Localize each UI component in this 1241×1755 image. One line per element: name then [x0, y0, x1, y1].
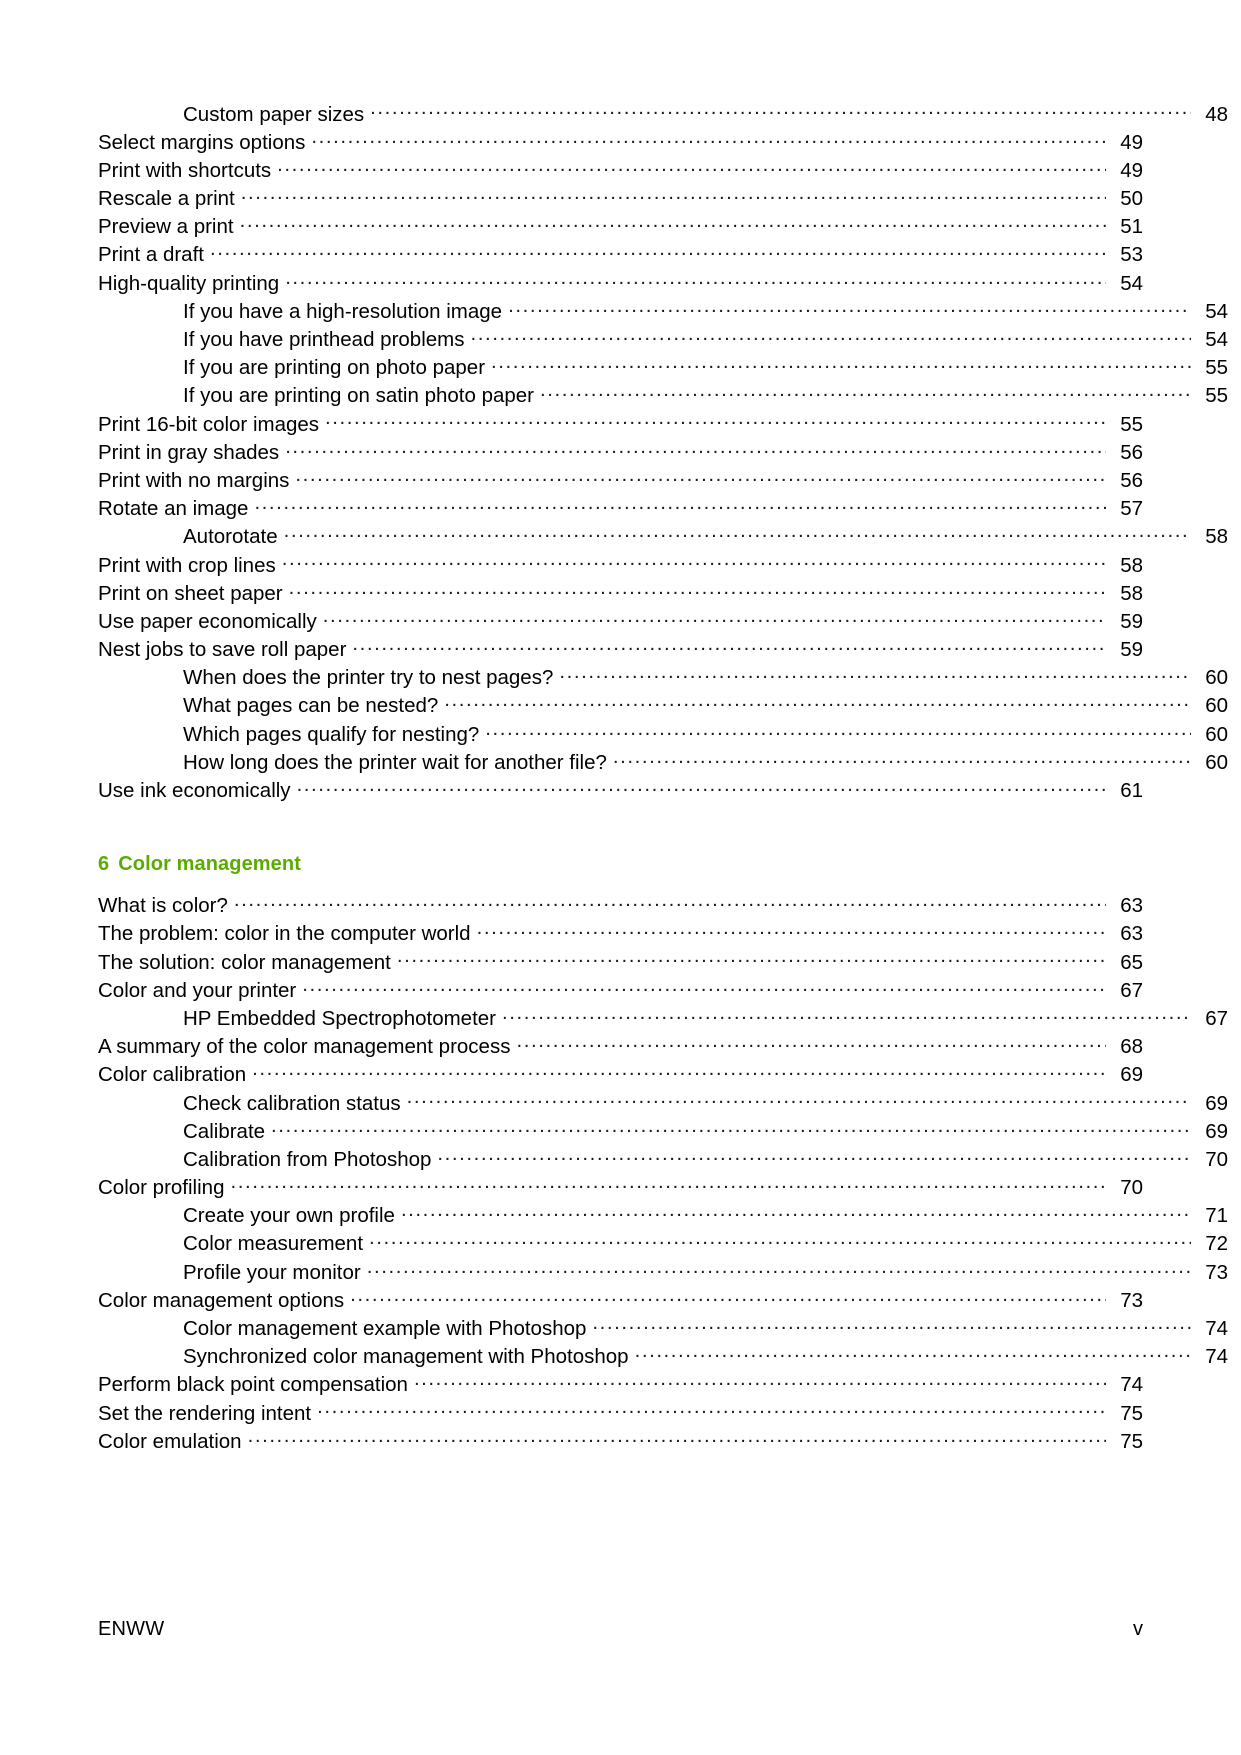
- toc-entry-page-number: 65: [1120, 950, 1143, 974]
- toc-leader-dots: [613, 748, 1191, 769]
- toc-leader-dots: [323, 607, 1106, 628]
- toc-entry-label: Print with shortcuts: [98, 158, 272, 182]
- toc-leader-dots: [635, 1343, 1191, 1364]
- toc-entry-label: Color calibration: [98, 1063, 247, 1087]
- toc-leader-dots: [485, 720, 1191, 741]
- toc-leader-dots: [240, 213, 1106, 234]
- toc-leader-dots: [241, 185, 1106, 206]
- toc-entry[interactable]: [98, 1033, 1143, 1061]
- toc-entry[interactable]: [98, 1371, 1143, 1399]
- toc-leader-dots: [477, 920, 1106, 941]
- toc-leader-dots: [508, 297, 1191, 318]
- toc-entry-page-number: 61: [1120, 779, 1143, 802]
- toc-leader-dots: [210, 241, 1106, 262]
- toc-entry-label: Color and your printer: [98, 978, 297, 1002]
- toc-entry[interactable]: [98, 382, 1228, 410]
- toc-entry-page-number: 63: [1120, 894, 1143, 918]
- toc-entry-label: Color measurement: [183, 1232, 364, 1256]
- toc-leader-dots: [444, 692, 1191, 713]
- toc-entry[interactable]: [98, 1145, 1228, 1173]
- toc-leader-dots: [289, 579, 1106, 600]
- toc-entry-page-number: 56: [1120, 440, 1143, 464]
- toc-entry-label: High-quality printing: [98, 271, 280, 295]
- toc-entry-page-number: 75: [1120, 1401, 1143, 1425]
- toc-entry-page-number: 58: [1205, 525, 1228, 549]
- toc-entry-page-number: 48: [1205, 102, 1228, 126]
- toc-entry-label: How long does the printer wait for another file?: [183, 750, 607, 774]
- toc-leader-dots: [277, 156, 1106, 177]
- toc-entry[interactable]: [98, 1004, 1228, 1032]
- chapter-title: Color management: [118, 852, 301, 875]
- toc-entry-label: Synchronized color management with Photoshop: [183, 1345, 629, 1369]
- toc-entry[interactable]: [98, 495, 1143, 523]
- toc-entry[interactable]: [98, 269, 1143, 297]
- toc-entry-page-number: 67: [1120, 978, 1143, 1002]
- toc-entry[interactable]: [98, 720, 1228, 748]
- toc-entry-label: Use ink economically: [98, 779, 291, 802]
- toc-entry[interactable]: [98, 692, 1228, 720]
- toc-entry-page-number: 69: [1205, 1119, 1228, 1143]
- toc-entry-label: Select margins options: [98, 130, 306, 154]
- toc-entry-page-number: 60: [1205, 694, 1228, 718]
- toc-entry-page-number: 55: [1205, 356, 1228, 380]
- toc-entry-label: Color management example with Photoshop: [183, 1317, 587, 1340]
- toc-content: [98, 100, 1228, 1455]
- toc-entry-page-number: 69: [1120, 1063, 1143, 1087]
- toc-entry-page-number: 75: [1120, 1429, 1143, 1453]
- toc-leader-dots: [311, 128, 1106, 149]
- toc-entry[interactable]: [98, 636, 1143, 664]
- toc-leader-dots: [516, 1033, 1106, 1054]
- toc-entry-label: Profile your monitor: [183, 1260, 361, 1284]
- toc-entry-page-number: 54: [1120, 271, 1143, 295]
- toc-entry-page-number: 73: [1205, 1260, 1228, 1284]
- toc-leader-dots: [248, 1427, 1106, 1448]
- toc-entry-page-number: 74: [1205, 1317, 1228, 1340]
- toc-entry-page-number: 74: [1205, 1345, 1228, 1369]
- toc-entry-label: Autorotate: [183, 525, 278, 549]
- toc-entry-page-number: 56: [1120, 468, 1143, 492]
- toc-entry[interactable]: [98, 920, 1143, 948]
- toc-entry-page-number: 59: [1120, 638, 1143, 662]
- toc-entry-page-number: 69: [1205, 1091, 1228, 1115]
- toc-entry[interactable]: [98, 410, 1143, 438]
- toc-entry-page-number: 70: [1205, 1147, 1228, 1171]
- toc-entry-page-number: 63: [1120, 922, 1143, 946]
- toc-entry-label: What pages can be nested?: [183, 694, 439, 718]
- toc-entry[interactable]: [98, 1343, 1228, 1371]
- footer-left-label: ENWW: [98, 1618, 165, 1640]
- toc-entry-page-number: 54: [1205, 299, 1228, 323]
- toc-entry-page-number: 70: [1120, 1176, 1143, 1200]
- toc-entry-page-number: 58: [1120, 581, 1143, 605]
- toc-entry[interactable]: [98, 551, 1143, 579]
- toc-entry-page-number: 51: [1120, 215, 1143, 239]
- toc-entry-label: A summary of the color management process: [98, 1035, 511, 1059]
- toc-entry[interactable]: [98, 777, 1143, 805]
- toc-entry-page-number: 55: [1120, 412, 1143, 436]
- toc-entry-label: Nest jobs to save roll paper: [98, 638, 347, 662]
- toc-entry-label: The solution: color management: [98, 950, 391, 974]
- toc-entry[interactable]: [98, 1286, 1143, 1314]
- toc-entry-label: Print in gray shades: [98, 440, 280, 464]
- toc-entry-label: Color profiling: [98, 1176, 225, 1200]
- toc-entry-page-number: 53: [1120, 243, 1143, 267]
- toc-entry-label: Rotate an image: [98, 497, 249, 521]
- toc-entry[interactable]: [98, 948, 1143, 976]
- toc-leader-dots: [271, 1117, 1191, 1138]
- toc-entry[interactable]: [98, 128, 1143, 156]
- toc-entry-page-number: 60: [1205, 666, 1228, 690]
- toc-entry-page-number: 49: [1120, 158, 1143, 182]
- toc-leader-dots: [397, 948, 1106, 969]
- toc-entry-page-number: 73: [1120, 1288, 1143, 1312]
- toc-entry[interactable]: [98, 892, 1143, 920]
- toc-leader-dots: [252, 1061, 1106, 1082]
- toc-entry-page-number: 60: [1205, 722, 1228, 746]
- toc-entry[interactable]: [98, 1315, 1228, 1343]
- toc-leader-dots: [437, 1145, 1191, 1166]
- toc-entry[interactable]: [98, 1174, 1143, 1202]
- toc-leader-dots: [295, 466, 1106, 487]
- toc-entry-label: Create your own profile: [183, 1204, 395, 1228]
- toc-entry-label: Color management options: [98, 1288, 345, 1312]
- toc-entry[interactable]: [98, 1202, 1228, 1230]
- toc-entry-label: If you are printing on photo paper: [183, 356, 486, 380]
- toc-entry[interactable]: [98, 466, 1143, 494]
- toc-leader-dots: [230, 1174, 1106, 1195]
- toc-entry[interactable]: [98, 1089, 1228, 1117]
- toc-list: [98, 100, 1228, 1455]
- toc-entry[interactable]: [98, 748, 1228, 776]
- toc-entry-page-number: 74: [1120, 1373, 1143, 1397]
- toc-entry[interactable]: [98, 185, 1143, 213]
- toc-entry-label: The problem: color in the computer world: [98, 922, 471, 946]
- toc-entry[interactable]: [98, 241, 1143, 269]
- toc-entry-label: Which pages qualify for nesting?: [183, 722, 480, 746]
- toc-leader-dots: [470, 326, 1191, 347]
- toc-leader-dots: [285, 438, 1106, 459]
- toc-entry-label: Calibrate: [183, 1119, 266, 1143]
- toc-leader-dots: [540, 382, 1191, 403]
- toc-entry[interactable]: [98, 213, 1143, 241]
- toc-entry[interactable]: [98, 976, 1143, 1004]
- toc-leader-dots: [297, 777, 1106, 798]
- toc-entry-label: Perform black point compensation: [98, 1373, 408, 1397]
- toc-entry-label: Print with no margins: [98, 468, 290, 492]
- toc-entry-label: Color emulation: [98, 1429, 242, 1453]
- section-spacer: [98, 805, 1143, 819]
- toc-entry-label: What is color?: [98, 894, 228, 918]
- toc-leader-dots: [285, 269, 1106, 290]
- toc-entry-page-number: 67: [1205, 1006, 1228, 1030]
- toc-entry[interactable]: [98, 1230, 1228, 1258]
- toc-leader-dots: [234, 892, 1106, 913]
- toc-entry-label: Custom paper sizes: [183, 102, 365, 126]
- toc-entry[interactable]: [98, 1258, 1228, 1286]
- toc-leader-dots: [502, 1004, 1191, 1025]
- toc-entry-label: Print a draft: [98, 243, 204, 267]
- toc-entry-page-number: 49: [1120, 130, 1143, 154]
- toc-entry[interactable]: [98, 100, 1228, 128]
- toc-entry-label: If you have a high-resolution image: [183, 299, 503, 323]
- toc-leader-dots: [282, 551, 1106, 572]
- chapter-heading[interactable]: [98, 853, 1143, 876]
- toc-leader-dots: [559, 664, 1191, 685]
- toc-entry-page-number: 55: [1205, 384, 1228, 408]
- toc-leader-dots: [491, 354, 1191, 375]
- toc-entry[interactable]: [98, 607, 1143, 635]
- toc-entry-page-number: 59: [1120, 609, 1143, 633]
- toc-entry-page-number: 50: [1120, 187, 1143, 211]
- toc-entry-label: If you are printing on satin photo paper: [183, 384, 535, 408]
- toc-entry[interactable]: [98, 297, 1228, 325]
- toc-entry[interactable]: [98, 354, 1228, 382]
- toc-leader-dots: [367, 1258, 1191, 1279]
- toc-leader-dots: [352, 636, 1106, 657]
- toc-entry[interactable]: [98, 579, 1143, 607]
- toc-entry-page-number: 71: [1205, 1204, 1228, 1228]
- toc-entry[interactable]: [98, 1399, 1143, 1427]
- toc-entry-page-number: 57: [1120, 497, 1143, 521]
- chapter-number: 6: [98, 852, 110, 875]
- toc-entry[interactable]: [98, 1117, 1228, 1145]
- toc-entry[interactable]: [98, 326, 1228, 354]
- toc-entry[interactable]: [98, 523, 1228, 551]
- toc-entry-label: Print on sheet paper: [98, 581, 283, 605]
- toc-leader-dots: [325, 410, 1106, 431]
- toc-entry-label: If you have printhead problems: [183, 328, 465, 351]
- toc-leader-dots: [401, 1202, 1191, 1223]
- toc-entry[interactable]: [98, 1061, 1143, 1089]
- toc-entry-page-number: 58: [1120, 553, 1143, 577]
- toc-leader-dots: [414, 1371, 1106, 1392]
- toc-entry[interactable]: [98, 156, 1143, 184]
- toc-leader-dots: [350, 1286, 1106, 1307]
- toc-leader-dots: [302, 976, 1106, 997]
- toc-leader-dots: [317, 1399, 1106, 1420]
- toc-entry-label: Preview a print: [98, 215, 234, 239]
- toc-leader-dots: [254, 495, 1106, 516]
- toc-entry[interactable]: [98, 438, 1143, 466]
- toc-leader-dots: [369, 1230, 1191, 1251]
- toc-leader-dots: [407, 1089, 1191, 1110]
- toc-leader-dots: [284, 523, 1191, 544]
- toc-entry-label: HP Embedded Spectrophotometer: [183, 1006, 497, 1030]
- toc-entry-label: Calibration from Photoshop: [183, 1147, 432, 1171]
- toc-entry-label: Rescale a print: [98, 187, 235, 211]
- toc-entry-label: Check calibration status: [183, 1091, 401, 1115]
- toc-entry[interactable]: [98, 1427, 1143, 1455]
- toc-entry-page-number: 68: [1120, 1035, 1143, 1059]
- page-footer: [98, 1618, 1143, 1641]
- toc-entry-label: Use paper economically: [98, 609, 317, 633]
- toc-leader-dots: [370, 100, 1191, 121]
- toc-entry-label: Print 16-bit color images: [98, 412, 320, 436]
- toc-entry[interactable]: [98, 664, 1228, 692]
- toc-entry-page-number: 54: [1205, 328, 1228, 351]
- toc-entry-label: When does the printer try to nest pages?: [183, 666, 554, 690]
- toc-entry-label: Print with crop lines: [98, 553, 276, 577]
- toc-entry-page-number: 72: [1205, 1232, 1228, 1256]
- toc-leader-dots: [592, 1315, 1191, 1336]
- toc-entry-page-number: 60: [1205, 750, 1228, 774]
- toc-entry-label: Set the rendering intent: [98, 1401, 312, 1425]
- footer-page-number: v: [1133, 1618, 1143, 1640]
